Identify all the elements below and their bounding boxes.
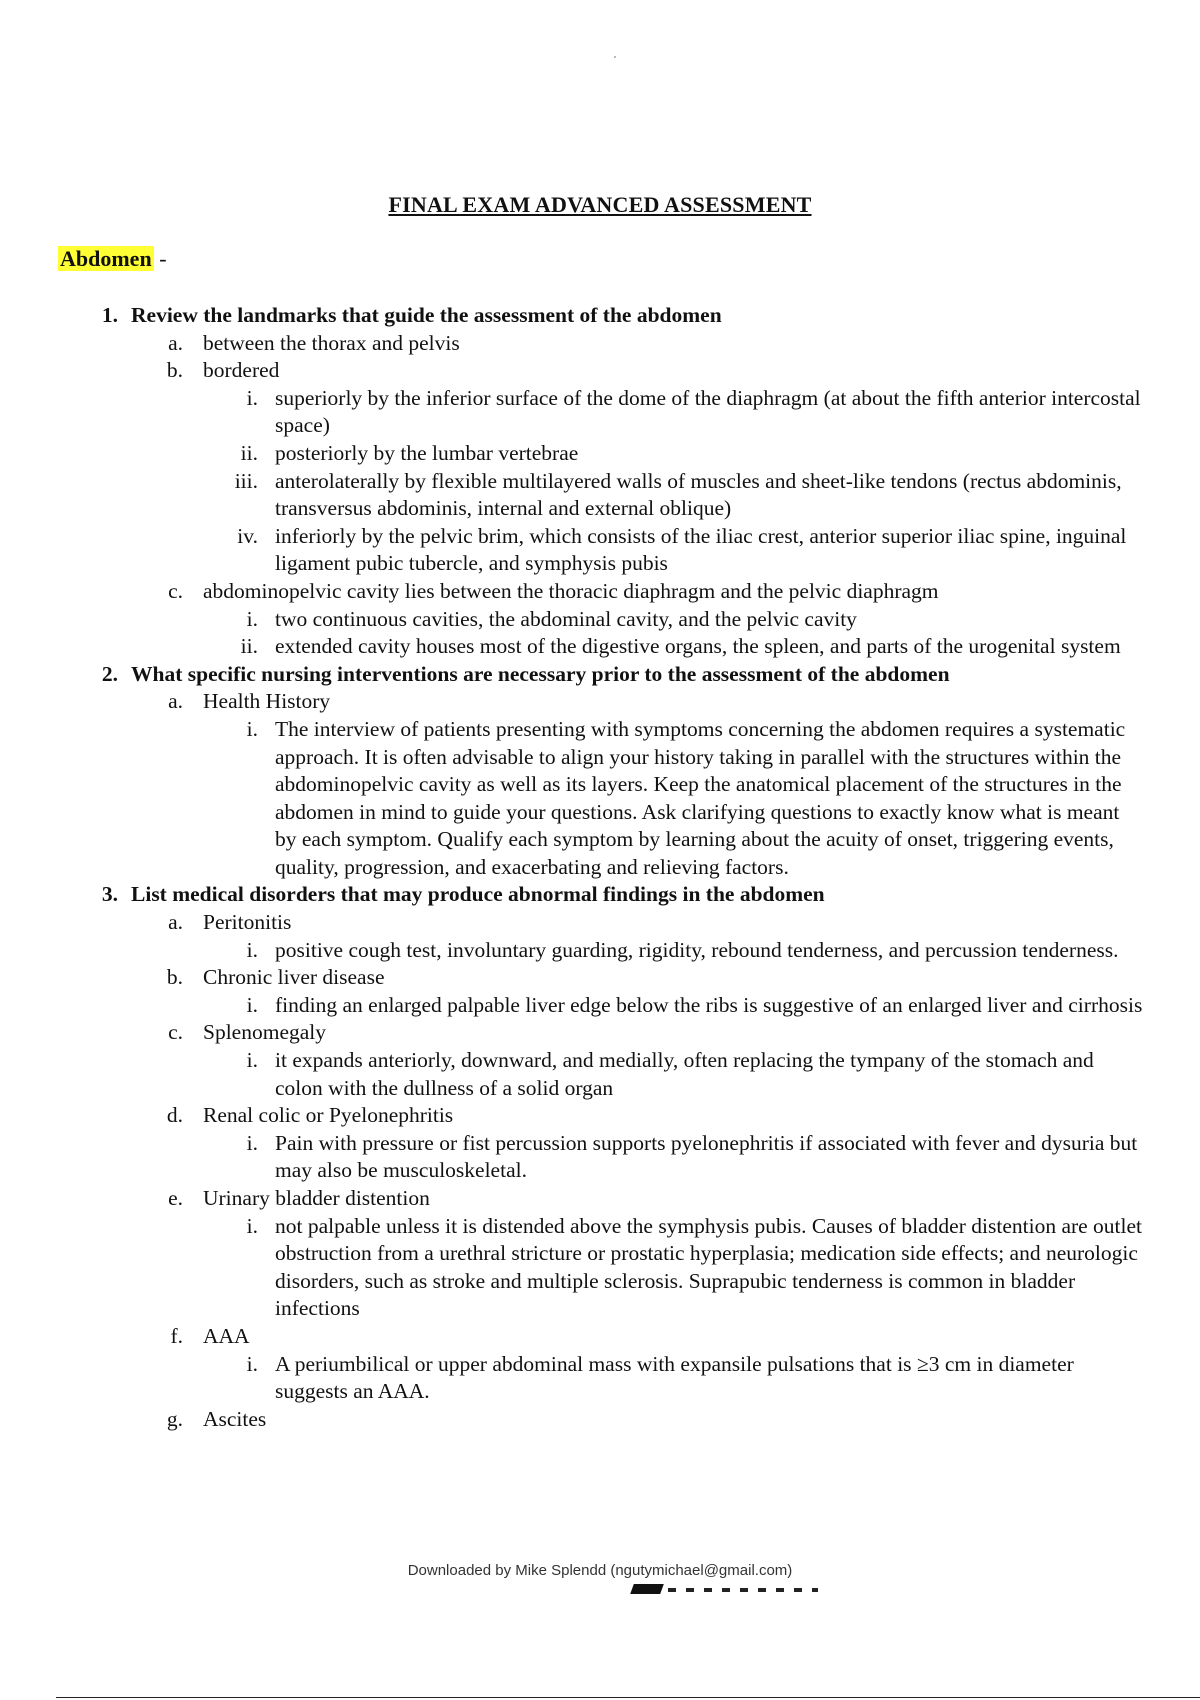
item-text: List medical disorders that may produce abnormal findings in the abdomen [131,882,825,907]
item-text: Renal colic or Pyelonephritis [203,1103,454,1128]
detail-item [0,1130,1200,1185]
item-number: iii. [234,468,258,493]
detail-item [0,606,1200,634]
item-text: Splenomegaly [203,1020,327,1045]
outline-content [0,302,1200,1433]
bottom-rule [56,1697,1200,1698]
item-text: posteriorly by the lumbar vertebrae [275,440,579,465]
item-number: 2. [101,661,118,686]
item-text: Health History [203,689,331,714]
item-number: 1. [101,303,118,327]
sub-item [0,964,1200,992]
sub-item [0,578,1200,606]
download-footer: Downloaded by Mike Splendd (ngutymichael@gmail.com) [407,1562,793,1579]
question-item [0,881,1200,909]
item-number: b. [166,965,183,990]
item-text: bordered [203,358,280,383]
section-label-highlighted: Abdomen [60,246,152,271]
item-text: extended cavity houses most of the digestive organs, the spleen, and parts of the urogenital system [275,634,1121,659]
detail-item [0,523,1200,578]
sub-item [0,1406,1200,1434]
item-number: c. [168,1020,183,1045]
detail-item [0,1351,1200,1406]
item-text: Ascites [203,1406,267,1431]
question-item [0,302,1200,330]
item-text: Peritonitis [203,910,292,935]
item-text: superiorly by the inferior surface of the dome of the diaphragm (at about the fifth anterior intercostal space) [275,385,1141,438]
item-number: e. [168,1186,183,1210]
scan-speck [614,56,616,58]
item-number: i. [246,606,258,631]
item-number: i. [246,1048,258,1073]
detail-item [0,1213,1200,1323]
item-number: i. [246,937,258,962]
item-number: i. [246,385,258,410]
item-text: abdominopelvic cavity lies between the thoracic diaphragm and the pelvic diaphragm [203,578,939,603]
sub-item [0,330,1200,358]
item-number: i. [246,1130,258,1155]
item-text: What specific nursing interventions are necessary prior to the assessment of the abdomen [131,661,950,686]
item-text: Pain with pressure or fist percussion supports pyelonephritis if associated with fever and dysuria but may also be musculoskeletal. [275,1130,1138,1183]
sub-item [0,1102,1200,1130]
item-number: c. [168,578,183,603]
detail-item [0,468,1200,523]
item-text: it expands anteriorly, downward, and medially, often replacing the tympany of the stomach and colon with the dullness of a solid organ [275,1048,1094,1100]
item-text: Review the landmarks that guide the assessment of the abdomen [131,303,722,327]
question-item [0,661,1200,689]
item-number: 3. [101,882,118,907]
sub-item [0,1323,1200,1351]
item-number: i. [246,1213,258,1238]
item-number: ii. [240,440,258,465]
item-number: f. [170,1323,183,1348]
section-heading [58,246,167,272]
sub-item [0,357,1200,385]
item-text: inferiorly by the pelvic brim, which consists of the iliac crest, anterior superior iliac spine, inguinal ligament pubic tubercle, and symphysis pubis [275,523,1127,576]
page-title: FINAL EXAM ADVANCED ASSESSMENT [388,192,812,217]
item-text: not palpable unless it is distended above the symphysis pubis. Causes of bladder distention are outlet obstruction from a urethral stricture or prostatic hyperplasia; medication side effects; and neurologic disorders, such as stroke and multiple sclerosis. Suprapubic tenderness is common in bladder infections [275,1213,1143,1321]
item-number: i. [246,716,258,741]
item-text: between the thorax and pelvis [203,330,460,355]
sub-item [0,1185,1200,1213]
sub-item [0,1019,1200,1047]
item-text: The interview of patients presenting with symptoms concerning the abdomen requires a systematic approach. It is often advisable to align your history taking in parallel with the structures within the abdominopelvic cavity as well as its layers. Keep the anatomical placement of the structures in the abdomen in mind to guide your questions. Ask clarifying questions to exactly know what is meant by each symptom. Qualify each symptom by learning about the acuity of onset, triggering events, quality, progression, and exacerbating and relieving factors. [275,716,1126,879]
item-text: finding an enlarged palpable liver edge below the ribs is suggestive of an enlarged liver and cirrhosis [275,992,1143,1017]
item-text: two continuous cavities, the abdominal cavity, and the pelvic cavity [275,606,857,631]
detail-item [0,716,1200,882]
item-text: A periumbilical or upper abdominal mass with expansile pulsations that is ≥3 cm in diameter suggests an AAA. [275,1351,1074,1404]
item-number: ii. [240,634,258,659]
item-text: Urinary bladder distention [203,1186,430,1210]
detail-item [0,937,1200,965]
item-number: a. [168,330,183,355]
item-text: positive cough test, involuntary guarding, rigidity, rebound tenderness, and percussion tenderness. [275,937,1119,962]
item-number: g. [166,1406,183,1431]
detail-item [0,992,1200,1020]
item-number: d. [166,1103,183,1128]
detail-item [0,633,1200,661]
item-number: a. [168,910,183,935]
item-text: anterolaterally by flexible multilayered walls of muscles and sheet-like tendons (rectus abdominis, transversus abdominis, internal and external oblique) [275,468,1122,521]
detail-item [0,1047,1200,1102]
item-number: a. [168,689,183,714]
item-number: i. [246,992,258,1017]
item-number: iv. [237,523,258,548]
item-text: AAA [203,1323,250,1348]
item-number: i. [246,1351,258,1376]
section-suffix: - [153,246,167,271]
detail-item [0,440,1200,468]
sub-item [0,688,1200,716]
detail-item [0,385,1200,440]
item-number: b. [166,358,183,383]
partial-logo-text [668,1588,818,1592]
partial-logo-mark [630,1584,664,1594]
sub-item [0,909,1200,937]
item-text: Chronic liver disease [203,965,385,990]
